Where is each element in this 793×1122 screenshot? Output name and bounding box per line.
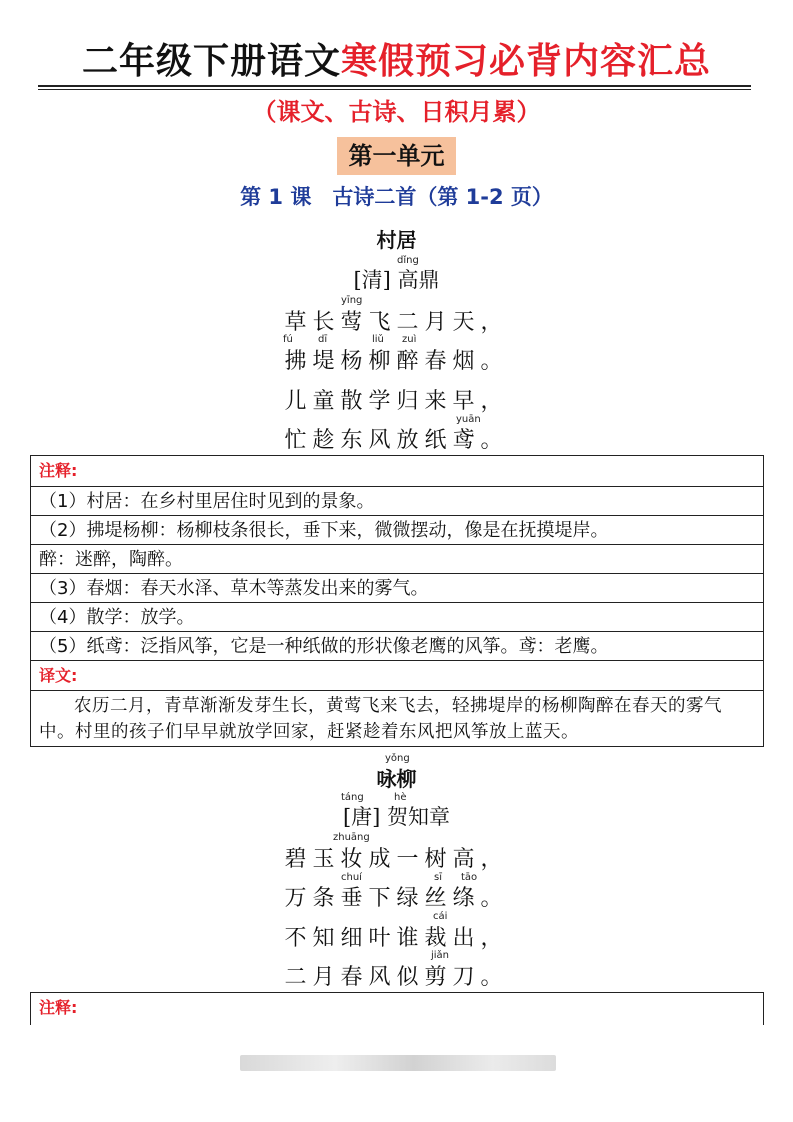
translation-label: 译文: (31, 660, 763, 690)
poem1-line-1: 草长莺飞二月天， (284, 310, 509, 335)
poem2-line-4: 二月春风似剪刀。 (284, 965, 509, 990)
poem2-author: [唐] 贺知章 (342, 805, 451, 829)
pinyin-si: sī (434, 872, 442, 883)
notes-label-2: 注释: (39, 998, 78, 1017)
poem1-line-3: 儿童散学归来早， (284, 389, 509, 414)
notes-table-1 (30, 455, 764, 747)
poem2-line-1: 碧玉妆成一树高， (284, 847, 509, 872)
pinyin-fu: fú (283, 334, 293, 345)
pinyin-he: hè (394, 792, 407, 803)
pinyin-ding: dǐng (397, 255, 419, 266)
pinyin-jian: jiǎn (431, 950, 450, 961)
title-rule-thin (38, 89, 751, 90)
note-item: （3）春烟：春天水泽、草木等蒸发出来的雾气。 (31, 573, 763, 602)
pinyin-yong: yǒng (385, 753, 410, 764)
poem1-line-2: 拂堤杨柳醉春烟。 (284, 349, 509, 374)
pinyin-di: dī (318, 334, 328, 345)
pinyin-cai: cái (433, 911, 448, 922)
pinyin-liu: liǔ (372, 334, 384, 345)
poem1-title: 村居 (376, 228, 417, 252)
poem2-title: 咏柳 (376, 767, 417, 791)
poem1-line-4: 忙趁东风放纸鸢。 (284, 428, 509, 453)
pinyin-ying: yīng (341, 295, 363, 306)
translation-text: 农历二月，青草渐渐发芽生长，黄莺飞来飞去，轻拂堤岸的杨柳陶醉在春天的雾气中。村里的孩子们早早就放学回家，赶紧趁着东风把风筝放上蓝天。 (39, 696, 722, 742)
title-black-part: 二年级下册语文 (81, 41, 341, 82)
pinyin-zui: zuì (402, 334, 417, 345)
pinyin-chui: chuí (341, 872, 362, 883)
pinyin-tang: táng (341, 792, 364, 803)
note-item: （1）村居：在乡村里居住时见到的景象。 (31, 486, 763, 515)
title-red-part: 寒假预习必背内容汇总 (341, 41, 712, 82)
subtitle: （课文、古诗、日积月累） (252, 98, 541, 126)
note-item: （5）纸鸢：泛指风筝，它是一种纸做的形状像老鹰的风筝。鸢：老鹰。 (31, 631, 763, 660)
lesson-heading: 第 1 课 古诗二首（第 1-2 页） (240, 185, 553, 209)
note-item: （4）散学：放学。 (31, 602, 763, 631)
unit-heading: 第一单元 (337, 137, 456, 175)
pinyin-tao: tāo (461, 872, 478, 883)
pinyin-yuan: yuān (456, 414, 481, 425)
pinyin-zhuang: zhuāng (333, 832, 370, 843)
poem2-line-2: 万条垂下绿丝绦。 (284, 886, 509, 911)
note-item: 醉：迷醉，陶醉。 (31, 544, 763, 573)
notes-label: 注释: (39, 461, 78, 480)
note-item: （2）拂堤杨柳：杨柳枝条很长，垂下来，微微摆动，像是在抚摸堤岸。 (31, 515, 763, 544)
title-rule-thick (38, 85, 751, 87)
poem1-author: [清] 高鼎 (353, 268, 440, 292)
blurred-watermark (240, 1055, 556, 1071)
main-title (0, 38, 793, 86)
poem2-line-3: 不知细叶谁裁出， (284, 926, 509, 951)
translation-row (31, 690, 763, 746)
notes-table-2 (30, 992, 764, 1025)
